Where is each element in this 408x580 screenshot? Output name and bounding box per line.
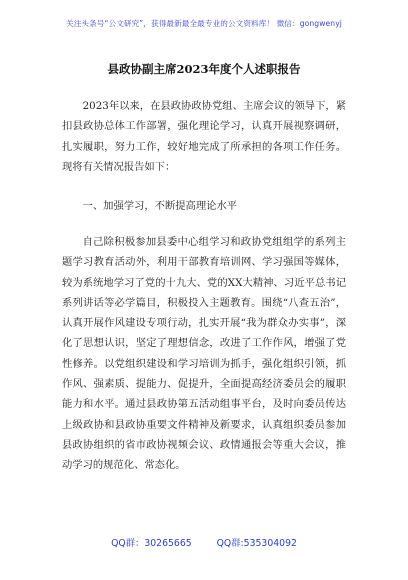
document-title: 县政协副主席2023年度个人述职报告	[107, 62, 301, 76]
paragraph-intro: 2023年以来，在县政协政协党组、主席会议的领导下，紧扣县政协总体工作部署，强化理论学习，认真开展视察调研，扎实履职，努力工作，较好地完成了所承担的各项工作任务。现将有关情况报告如下：	[62, 100, 346, 173]
bottom-qq-banner: QQ群：30265665 QQ群:535304092	[111, 538, 297, 549]
top-promo-banner: 关注头条号“公文研究”，获得最新最全最专业的公文资料库！ 微信：gongwenyj	[66, 19, 342, 28]
section-heading-1: 一、加强学习，不断提高理论水平	[82, 200, 238, 212]
paragraph-study: 自己除积极参加县委中心组学习和政协党组组学的系列主题学习教育活动外，利用干部教育培训网、学习强国等媒体，较为系统地学习了党的十九大、党的XX大精神、习近平总书记系列讲话等必学篇目，积极投入主题教育。围绕“八查五治”，认真开展作风建设专项行动，扎实开展“我为群众办实事”，深化了思想认识，坚定了理想信念，改进了工作作风，增强了党性修养。以党组织建设和学习培训为抓手，强化组织引领，抓作风、强素质、提能力、促提升，全面提高经济委员会的履职能力和水平。通过县政协第五活动组事平台，及时向委员传达上级政协和县政协重要文件精神及新要求，认真组织委员参加县政协组织的省市政协视频会议、政情通报会等重大会议，推动学习的规范化、常态化。	[62, 236, 346, 472]
